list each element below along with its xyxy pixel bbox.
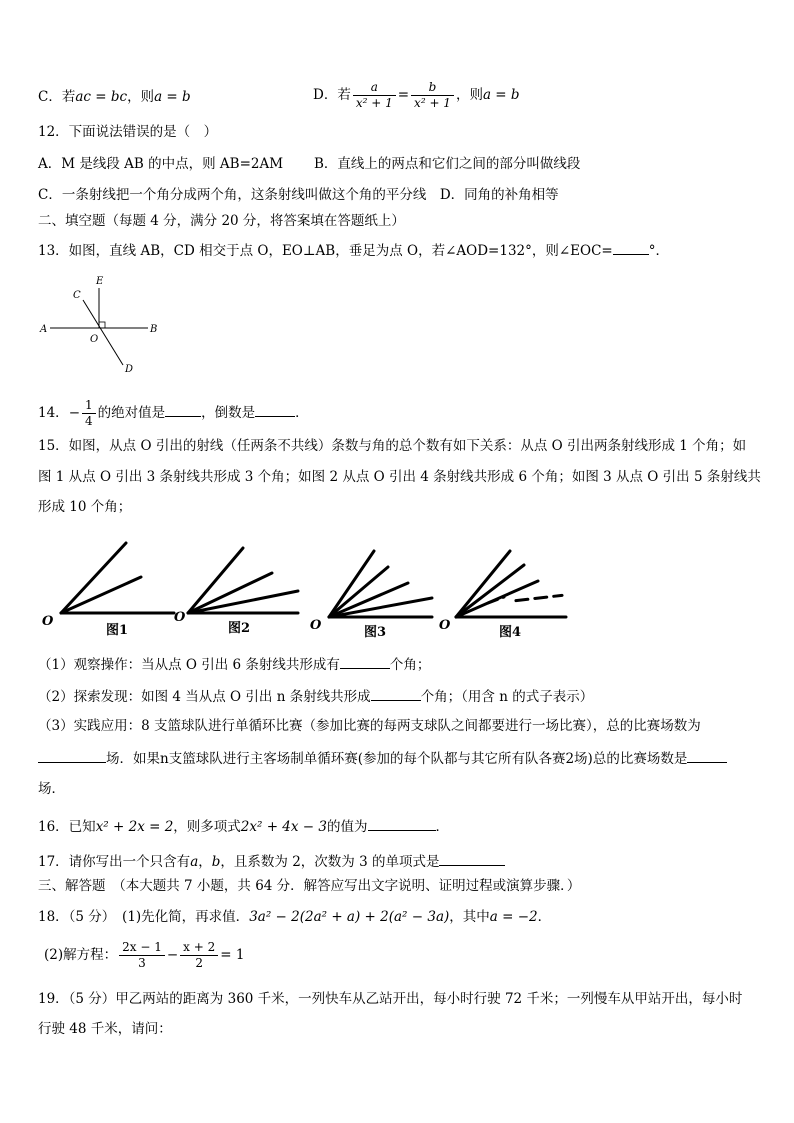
- q15-part3-line2: [38, 748, 727, 768]
- q15-figures: [36, 535, 576, 645]
- q11-d-fraction-b: [411, 80, 454, 111]
- q13-label-o: O: [90, 334, 99, 345]
- q18-expression: 3a² − 2(2a² + a) + 2(a² − 3a): [249, 909, 450, 925]
- q17-var-a: a: [190, 854, 199, 870]
- q11-option-d: [313, 80, 520, 111]
- q17-post: ，且系数为 2，次数为 3 的单项式是: [220, 854, 440, 870]
- q12-option-c-text: C．一条射线把一个角分成两个角，这条射线叫做这个角的平分线: [38, 187, 427, 203]
- q14-end: ．: [295, 405, 309, 421]
- q17-answer-blank[interactable]: [439, 851, 505, 866]
- q15-part1: [38, 654, 430, 674]
- q11-d-den-a: x² + 1: [355, 96, 393, 110]
- q14-mid: 的绝对值是: [97, 405, 166, 421]
- q15-part1-blank[interactable]: [340, 654, 390, 669]
- q15-fig4-caption: 图4: [499, 625, 522, 640]
- q18-fraction-1-den: 3: [138, 956, 146, 970]
- q11-c-conclusion: a = b: [154, 89, 191, 105]
- q12-option-a: A．M 是线段 AB 的中点，则 AB=2AM: [38, 156, 284, 172]
- q18-minus: −: [166, 947, 179, 963]
- q15-part2-pre: （2）探索发现：如图 4 当从点 O 引出 n 条射线共形成: [38, 689, 371, 705]
- q13-tail: °．: [648, 243, 669, 259]
- q14-text: [38, 398, 309, 429]
- q18-end: ．: [537, 909, 552, 925]
- q11-d-conclusion: a = b: [482, 87, 520, 103]
- q18-condition: a = −2: [489, 909, 538, 925]
- q11-option-c: [38, 88, 191, 106]
- q15-part2: [38, 686, 593, 706]
- q15-part2-post: 个角；（用含 n 的式子表示）: [420, 689, 594, 705]
- q15-part3-blank-2[interactable]: [687, 748, 727, 763]
- q19-line1: 19．（5 分）甲乙两站的距离为 360 千米，一列快车从乙站开出，每小时行驶 72 千米；一列慢车从甲站开出，每小时: [38, 991, 743, 1007]
- q18-fraction-2-den: 2: [195, 956, 204, 970]
- q15-fig2-o-label: O: [174, 610, 186, 625]
- q15-part2-blank[interactable]: [371, 686, 421, 701]
- q13-label-b: B: [150, 324, 158, 335]
- q15-line3: 形成 10 个角；: [38, 499, 132, 515]
- q13-text: [38, 240, 669, 260]
- q11-d-mid: ，则: [455, 87, 483, 103]
- q17-text: [38, 851, 505, 871]
- q17-pre: 17．请你写出一个只含有: [38, 854, 191, 870]
- q18-part2: [44, 940, 244, 971]
- q12-option-d-text: D．同角的补角相等: [439, 187, 559, 203]
- q15-figure-3: [329, 551, 432, 617]
- q15-fig2-caption: 图2: [228, 621, 251, 636]
- q13-label-a: A: [40, 324, 48, 335]
- q13-stem: 13．如图，直线 AB，CD 相交于点 O，EO⊥AB，垂足为点 O，若∠AOD=132°，则∠EOC=: [38, 243, 613, 259]
- q15-line1: 15．如图，从点 O 引出的射线（任两条不共线）条数与角的总个数有如下关系：从点 O 引出两条射线形成 1 个角；如: [38, 438, 747, 454]
- q17-sep: ，: [198, 854, 212, 870]
- q13-answer-blank[interactable]: [613, 240, 649, 255]
- q11-d-fraction-a: [353, 80, 396, 111]
- q16-text: [38, 816, 449, 836]
- q15-fig1-caption: 图1: [106, 623, 129, 638]
- q15-fig3-o-label: O: [310, 618, 322, 633]
- q15-fig4-o-label: O: [439, 618, 451, 633]
- q14-blank-reciprocal[interactable]: [255, 402, 295, 417]
- q12-option-b: B．直线上的两点和它们之间的部分叫做线段: [314, 156, 581, 172]
- q14-fraction: [82, 398, 96, 429]
- q18-fraction-1-num: 2x − 1: [119, 940, 165, 956]
- q11-c-equation: ac = bc: [75, 89, 128, 105]
- q11-d-den-b: x² + 1: [414, 96, 451, 110]
- q11-d-label: D．若: [313, 87, 351, 103]
- q14-fraction-num: 1: [82, 398, 96, 414]
- q14-fraction-den: 4: [85, 414, 93, 428]
- q16-post: 的值为: [327, 819, 368, 835]
- q15-part3-line3: 场．: [38, 781, 65, 797]
- q13-label-c: C: [73, 290, 81, 301]
- q18-part2-label: (2)解方程：: [44, 947, 118, 963]
- q11-d-equals: =: [397, 87, 410, 103]
- q11-c-mid: ，则: [127, 89, 155, 105]
- q15-fig1-o-label: O: [42, 614, 54, 629]
- q11-d-num-b: b: [411, 80, 454, 96]
- q18-rhs: = 1: [220, 947, 245, 963]
- q15-part3-line1: （3）实践应用：8 支篮球队进行单循环比赛（参加比赛的每两支球队之间都要进行一场比赛），总的比赛场数为: [38, 718, 701, 734]
- q15-part3-line2-text: 场．如果n支篮球队进行主客场制单循环赛(参加的每个队都与其它所有队各赛2场)总的比赛场数是: [106, 751, 688, 767]
- q14-minus: −: [68, 405, 80, 421]
- q15-figure-4: [456, 551, 566, 617]
- q13-label-e: E: [96, 276, 104, 287]
- q16-pre: 16．已知: [38, 819, 96, 835]
- q12-option-c: [38, 186, 559, 204]
- q16-answer-blank[interactable]: [368, 816, 436, 831]
- q11-d-num-a: a: [353, 80, 396, 96]
- q16-polynomial: 2x² + 4x − 3: [240, 819, 327, 835]
- section2-heading: 二、填空题（每题 4 分，满分 20 分，将答案填在答题纸上）: [38, 213, 405, 229]
- q15-figure-2: [188, 548, 298, 613]
- q13-label-d: D: [125, 364, 134, 375]
- q16-given: x² + 2x = 2: [95, 819, 174, 835]
- q18-part1: [38, 908, 551, 926]
- q15-fig3-caption: 图3: [364, 625, 387, 640]
- q14-blank-abs[interactable]: [165, 402, 201, 417]
- q19-line2: 行驶 48 千米，请问：: [38, 1021, 172, 1037]
- q17-var-b: b: [211, 854, 221, 870]
- q15-part1-post: 个角；: [389, 657, 431, 673]
- q18-mid: ，其中: [449, 909, 490, 925]
- q18-fraction-2-num: x + 2: [180, 940, 218, 956]
- section3-heading: 三、解答题 （本大题共 7 小题，共 64 分．解答应写出文字说明、证明过程或演算步骤．）: [38, 878, 581, 894]
- q16-mid: ，则多项式: [173, 819, 241, 835]
- q14-mid2: ，倒数是: [201, 405, 256, 421]
- q13-line-cd: [83, 300, 123, 365]
- q18-pre: 18．（5 分） (1)先化简，再求值．: [38, 909, 250, 925]
- q15-part1-pre: （1）观察操作：当从点 O 引出 6 条射线共形成有: [38, 657, 340, 673]
- q18-fraction-1: [119, 940, 165, 971]
- q16-end: ．: [435, 819, 449, 835]
- q15-figure-1: [61, 543, 174, 613]
- q13-figure: [36, 270, 171, 378]
- q14-number: 14．: [38, 405, 69, 421]
- q15-part3-blank-1[interactable]: [38, 748, 106, 763]
- q11-c-label: C．若: [38, 89, 76, 105]
- q15-line2: 图 1 从点 O 引出 3 条射线共形成 3 个角；如图 2 从点 O 引出 4 条射线共形成 6 个角；如图 3 从点 O 引出 5 条射线共: [38, 469, 761, 485]
- q18-fraction-2: [180, 940, 218, 971]
- q12-stem: 12．下面说法错误的是（ ）: [38, 124, 218, 140]
